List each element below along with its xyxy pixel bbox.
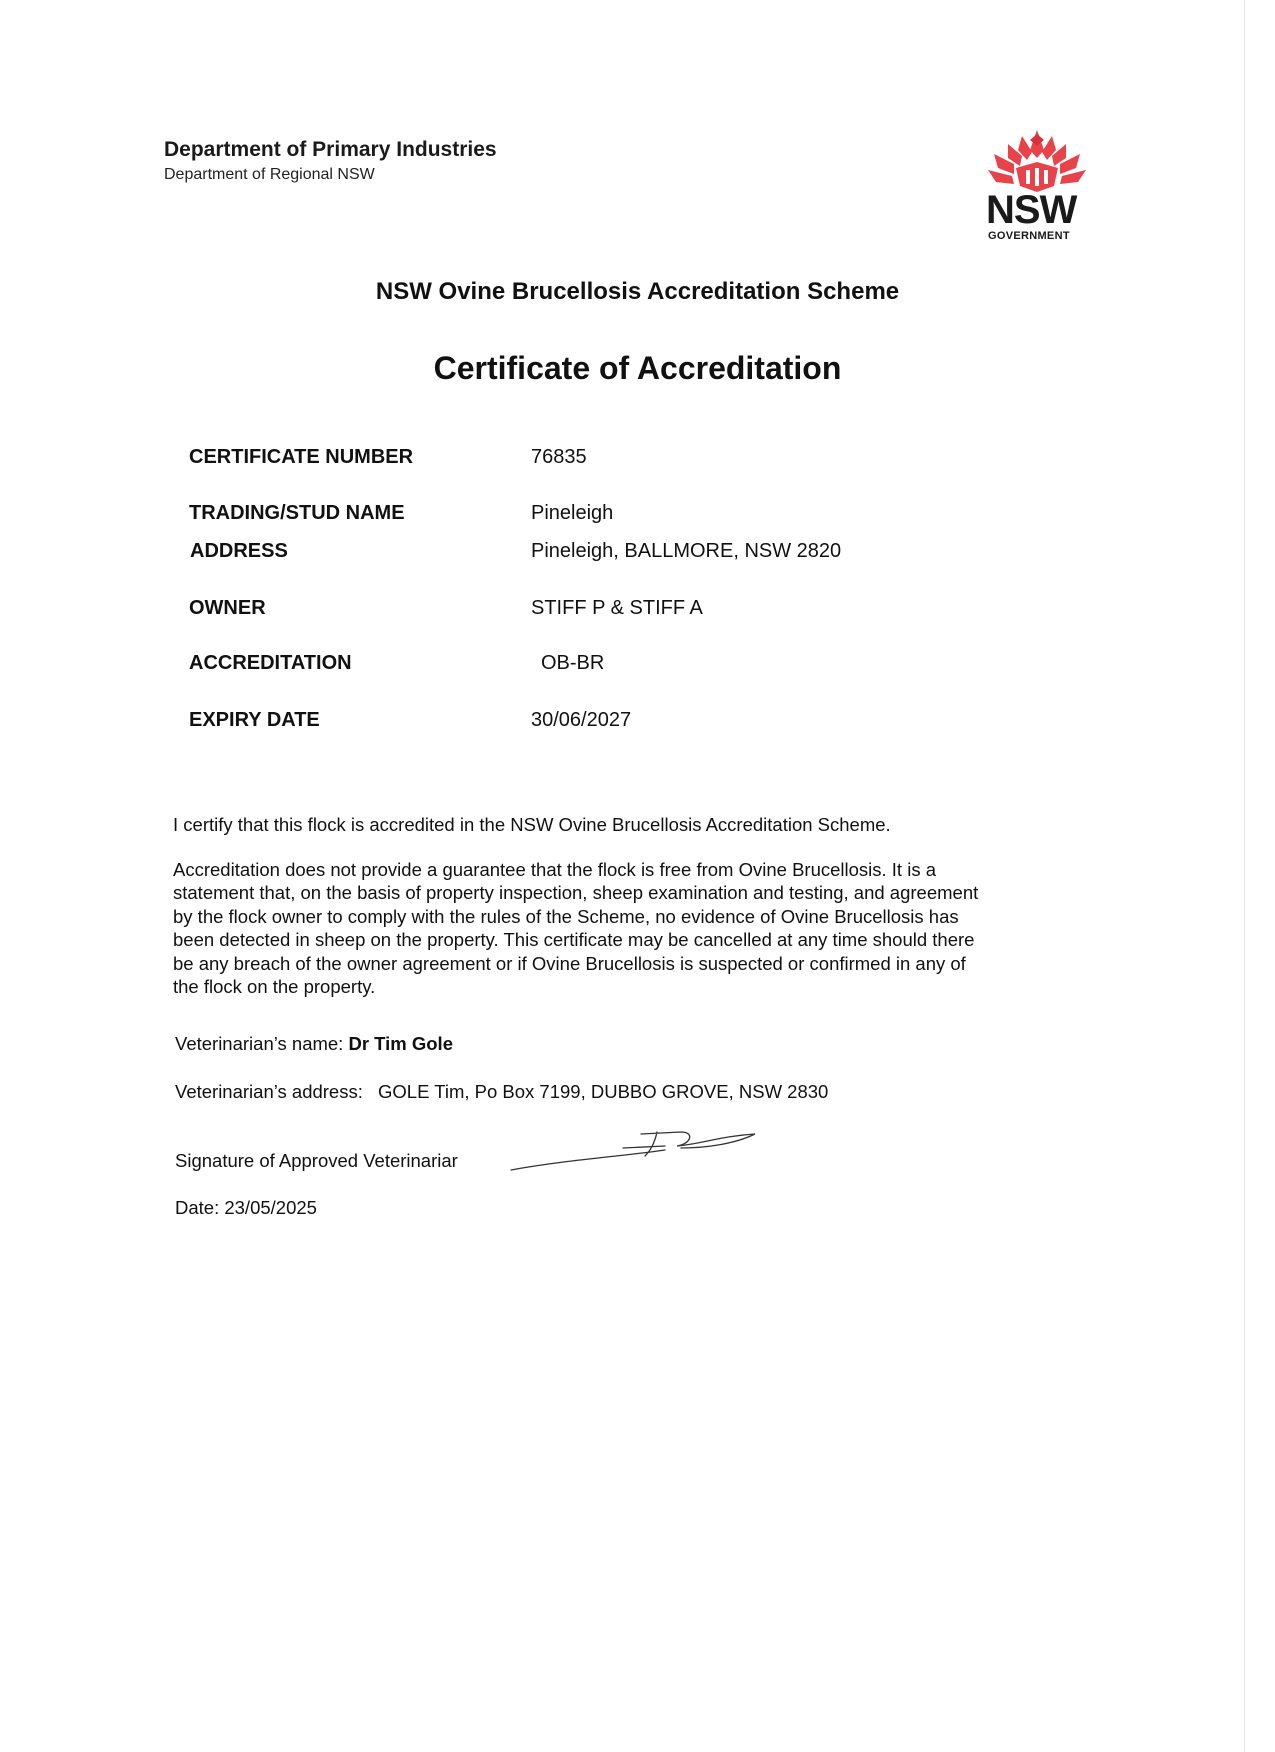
- veterinarian-address: GOLE Tim, Po Box 7199, DUBBO GROVE, NSW 2830: [378, 1081, 829, 1102]
- scheme-title: NSW Ovine Brucellosis Accreditation Scheme: [375, 278, 900, 305]
- accreditation-value: OB-BR: [541, 652, 605, 674]
- veterinarian-address-line: [175, 1081, 828, 1103]
- veterinarian-name-line: [175, 1033, 453, 1055]
- certify-statement: I certify that this flock is accredited in the NSW Ovine Brucellosis Accreditation Scheme.: [173, 814, 891, 835]
- disclaimer-line: statement that, on the basis of property inspection, sheep examination and testing, and agreement: [173, 882, 979, 904]
- accreditation-label: ACCREDITATION: [189, 652, 352, 674]
- owner-label: OWNER: [189, 597, 266, 619]
- department-name: Department of Primary Industries: [164, 138, 497, 161]
- date-label: Date:: [175, 1197, 220, 1218]
- owner-value: STIFF P & STIFF A: [531, 597, 703, 619]
- certificate-title: Certificate of Accreditation: [433, 350, 842, 386]
- handwritten-signature: [505, 1120, 765, 1180]
- scan-edge: [1244, 0, 1275, 1752]
- veterinarian-name-label: Veterinarian’s name:: [175, 1033, 344, 1054]
- address-label: ADDRESS: [190, 540, 288, 562]
- department-header: [164, 136, 497, 186]
- disclaimer-line: the flock on the property.: [173, 976, 376, 998]
- logo-text: NSW: [986, 188, 1077, 232]
- nsw-government-logo: [982, 128, 1092, 246]
- disclaimer-line: be any breach of the owner agreement or if Ovine Brucellosis is suspected or confirmed in any of: [173, 952, 966, 974]
- logo-subtext: GOVERNMENT: [988, 230, 1070, 242]
- date-value: 23/05/2025: [224, 1197, 317, 1218]
- waratah-flower-icon: [982, 128, 1092, 194]
- trading-name-label: TRADING/STUD NAME: [189, 502, 405, 524]
- disclaimer-line: by the flock owner to comply with the rules of the Scheme, no evidence of Ovine Brucellosis has: [173, 905, 959, 927]
- address-value: Pineleigh, BALLMORE, NSW 2820: [531, 540, 842, 562]
- disclaimer-line: Accreditation does not provide a guarantee that the flock is free from Ovine Brucellosis. It is a: [173, 859, 936, 880]
- disclaimer-paragraph: [173, 858, 1073, 998]
- expiry-date-label: EXPIRY DATE: [189, 709, 320, 731]
- disclaimer-line: been detected in sheep on the property. This certificate may be cancelled at any time should there: [173, 929, 975, 951]
- expiry-date-value: 30/06/2027: [531, 709, 632, 731]
- date-line: [175, 1197, 317, 1219]
- veterinarian-address-label: Veterinarian’s address:: [175, 1081, 363, 1102]
- veterinarian-name: Dr Tim Gole: [348, 1033, 453, 1054]
- certificate-number-label: CERTIFICATE NUMBER: [189, 446, 414, 468]
- sub-department-name: Department of Regional NSW: [164, 166, 375, 183]
- certificate-number-value: 76835: [531, 446, 587, 468]
- signature-label: Signature of Approved Veterinariar: [175, 1150, 458, 1171]
- trading-name-value: Pineleigh: [531, 502, 614, 524]
